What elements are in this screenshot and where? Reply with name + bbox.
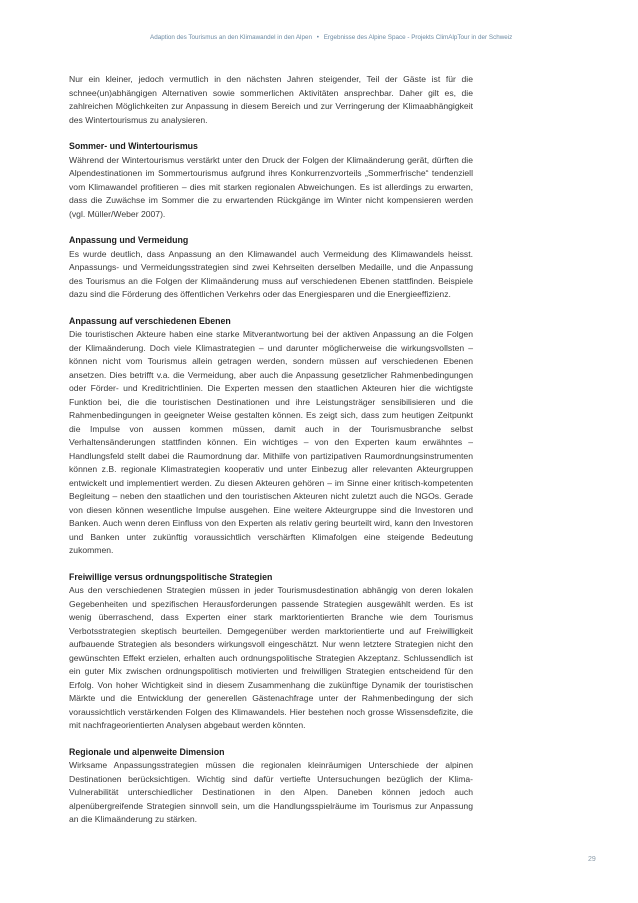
section-paragraph: Aus den verschiedenen Strategien müssen in jeder Tourismusdestination abhängig von deren lokalen Gegebenheiten und spezifischen Herausforderungen passende Strategien ausgewählt werden. Es ist wenig überraschend, dass Experten einer stark marktorientierten Branche wie dem Tourismus Verbotsstrategien skeptisch beurteilen. Demgegenüber werden marktorientierte und auf Freiwilligkeit aufbauende Strategien als besonders wirkungsvoll eingeschätzt. Nur wenn letztere Strategien nicht den gewünschten Effekt erzielen, erhalten auch ordnungspolitische Strategien Akzeptanz. Schlussendlich ist ein guter Mix zwischen ordnungspolitisch motivierten und freiwilligen Strategien entscheidend für den Erfolg. Von hoher Wichtigkeit sind in diesem Zusammenhang die zukünftige Dynamik der touristischen Märkte und die Entwicklung der generellen Gästenachfrage unter der Rahmenbedingung der sich voraussichtlich verstärkenden Folgen des Klimawandels. Hier bestehen noch grosse Wissensdefizite, die mit nachfrageorientierten Analysen abgebaut werden könnten.: [69, 585, 473, 730]
page-number: 29: [588, 856, 596, 863]
intro-paragraph: Nur ein kleiner, jedoch vermutlich in den nächsten Jahren steigender, Teil der Gäste ist für die schnee(un)abhängigen Alternativen sowie sommerlichen Aktivitäten ansprechbar. Daher gilt es, die zahlreichen Möglichkeiten zur Anpassung in diesem Bereich und zur Verringerung der Klimaabhängigkeit des Wintertourismus zu analysieren.: [69, 74, 473, 125]
section-anpassung-vermeidung: [69, 234, 473, 302]
section-paragraph: Es wurde deutlich, dass Anpassung an den Klimawandel auch Vermeidung des Klimawandels heisst. Anpassungs- und Vermeidungsstrategien sind zwei Kehrseiten derselben Medaille, und die Anpassung des Tourismus an die Folgen der Klimaänderung muss auf verschiedenen Ebenen stattfinden. Beispiele dazu sind die Förderung des öffentlichen Verkehrs oder das Energiesparen und die Energieeffizienz.: [69, 248, 473, 299]
section-heading: Anpassung und Vermeidung: [69, 235, 189, 245]
section-heading: Anpassung auf verschiedenen Ebenen: [69, 315, 231, 326]
page-body: [69, 73, 473, 827]
section-freiwillige-strategien: [69, 571, 473, 733]
header-subtitle: Ergebnisse des Alpine Space - Projekts ClimAlpTour in der Schweiz: [323, 34, 513, 41]
section-heading: Regionale und alpenweite Dimension: [69, 746, 225, 757]
section-paragraph: Die touristischen Akteure haben eine starke Mitverantwortung bei der aktiven Anpassung an die Folgen der Klimaänderung. Doch viele Klimastrategien – und darunter möglicherweise die wirkungsvollsten – können nicht vom Tourismus allein getragen werden, sondern müssen auf verschiedenen Ebenen ansetzen. Dies betrifft v.a. die Vermeidung, aber auch die Anpassung gesetzlicher Rahmenbedingungen oder Förder- und Kreditrichtlinien. Die Experten messen den staatlichen Akteuren hier die wichtigste Funktion bei, die die touristischen Destinationen und ihre Leistungsträger sensibilisieren und die Rahmenbedingungen in geeigneter Weise gestalten können. Es zeigt sich, dass zum heutigen Zeitpunkt die Impulse von aussen kommen müssen, damit auch in der Tourismusbranche selbst Verhaltensänderungen stattfinden können. Ein wichtiges – von den Experten kaum erwähntes – Handlungsfeld stellt dabei die Raumordnung dar. Mithilfe von partizipativen Raumordnungsinstrumenten können z.B. regionale Klimastrategien kooperativ und unter Einbezug aller relevanten Akteurgruppen entwickelt und implementiert werden. Zu diesen Akteuren gehören – im Sinne einer kritisch-kompetenten Begleitung – neben den staatlichen und den touristischen Akteuren nicht zuletzt auch die NGOs. Gerade von diesen können wesentliche Impulse ausgehen. Eine weitere Akteurgruppe sind die Investoren und Banken. Auch wenn deren Einfluss von den Experten als relativ gering beurteilt wird, kann den Investoren und Banken unter zukünftig voraussichtlich verschärften Klimafolgen eine steigende Bedeutung zukommen.: [69, 329, 473, 555]
section-anpassung-ebenen: [69, 315, 473, 558]
running-header: [150, 34, 605, 41]
section-regionale-dimension: [69, 746, 473, 827]
section-sommer-wintertourismus: [69, 140, 473, 221]
section-heading: Freiwillige versus ordnungspolitische Strategien: [69, 571, 273, 582]
section-paragraph: Während der Wintertourismus verstärkt unter den Druck der Folgen der Klimaänderung gerät, dürften die Alpendestinationen im Sommertourismus aufgrund ihres Konkurrenzvorteils „Sommerfrische“ tendenziell vom Klimawandel profitieren – dies mit starken regionalen Abweichungen. Es ist allerdings zu erwarten, dass die Zuwächse im Sommer die zu erwartenden Rückgänge im Winter nicht kompensieren werden (vgl. Müller/Weber 2007).: [69, 154, 473, 219]
header-title: Adaption des Tourismus an den Klimawandel in den Alpen: [150, 34, 312, 41]
section-paragraph: Wirksame Anpassungsstrategien müssen die regionalen kleinräumigen Unterschiede der alpinen Destinationen berücksichtigen. Wichtig sind dafür vertiefte Untersuchungen bezüglich der Klima-Vulnerabilität unterschiedlicher Destinationen in den Alpen. Daneben können jedoch auch alpenübergreifende Strategien sinnvoll sein, um die Handlungsspielräume im Tourismus zur Anpassung an die Klimaänderung zu stärken.: [69, 760, 473, 824]
section-heading: Sommer- und Wintertourismus: [69, 141, 198, 151]
header-bullet: •: [316, 34, 319, 41]
